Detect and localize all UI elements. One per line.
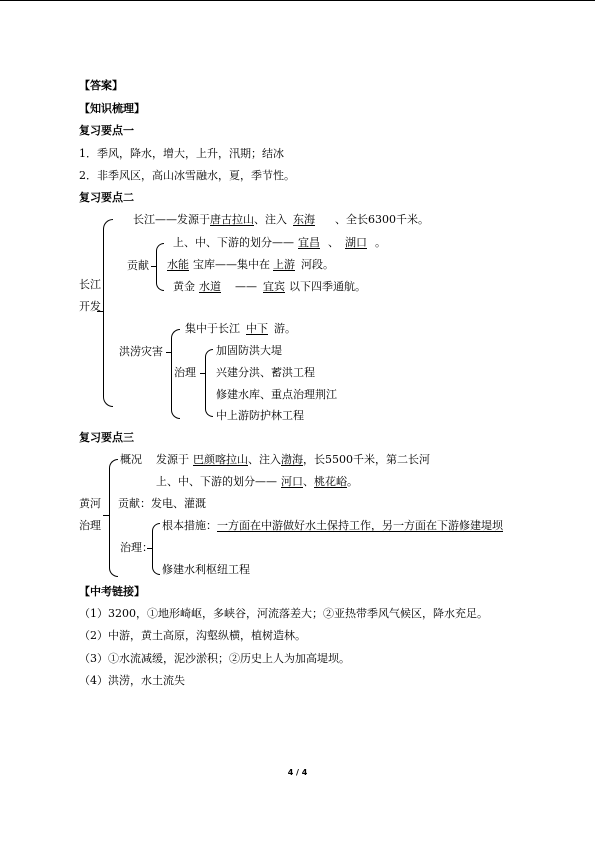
exam-line-2: （2）中游，黄土高原，沟壑纵横，植树造林。 (79, 629, 306, 642)
answer-heading: 【答案】 (79, 79, 123, 92)
changjiang-root-2: 开发 (79, 300, 101, 313)
hub-project: 修建水利枢纽工程 (162, 563, 250, 576)
point1-line1: 1．季风，降水，增大，上升，汛期；结冰 (79, 147, 284, 160)
contrib-label: 贡献 (127, 259, 149, 272)
huanghe-division-line: 上、中、下游的划分—— 河口、桃花峪。 (156, 475, 358, 488)
exam-line-3: （3）①水流减缓，泥沙淤积；②历史上人为加高堤坝。 (79, 652, 350, 665)
point2-title: 复习要点二 (79, 191, 134, 204)
changjiang-division-line: 上、中、下游的划分—— 宜昌 、 湖口 。 (173, 236, 386, 249)
gov-item-3: 修建水库、重点治理荆江 (216, 388, 337, 401)
exam-line-1: （1）3200，①地形崎岖，多峡谷，河流落差大；②亚热带季风气候区，降水充足。 (79, 607, 488, 620)
brace-gov (205, 349, 213, 417)
golden-waterway-line: 黄金 水道 —— 宜宾 以下四季通航。 (173, 280, 366, 293)
exam-heading: 【中考链接】 (79, 585, 145, 598)
hydropower-line: 水能 宝库——集中在 上游 河段。 (167, 258, 334, 271)
top-rule (0, 0, 595, 1)
brace-huanghe (109, 459, 118, 577)
brace-nub (103, 515, 109, 516)
overview-label: 概况 (120, 453, 142, 466)
brace-nub (200, 373, 206, 374)
point3-title: 复习要点三 (79, 431, 134, 444)
gov-item-4: 中上游防护林工程 (216, 409, 304, 422)
huanghe-contrib: 贡献：发电、灌溉 (118, 497, 206, 510)
root-measure-line: 根本措施：一方面在中游做好水土保持工作，另一方面在下游修建堤坝 (162, 519, 503, 532)
exam-line-4: （4）洪涝，水土流失 (79, 674, 185, 687)
point1-line2: 2．非季风区，高山冰雪融水，夏，季节性。 (79, 169, 295, 182)
gov-item-2: 兴建分洪、蓄洪工程 (216, 366, 315, 379)
brace-contrib (156, 243, 164, 291)
huanghe-gov-label: 治理： (120, 541, 153, 554)
gov-item-1: 加固防洪大堤 (216, 344, 282, 357)
gov-label: 治理 (174, 366, 196, 379)
flood-concentration-line: 集中于长江 中下 游。 (185, 322, 296, 335)
changjiang-root-1: 长江 (79, 278, 101, 291)
brace-huanghe-gov (152, 523, 160, 575)
brace-nub (151, 266, 157, 267)
huanghe-root-2: 治理 (79, 519, 101, 532)
huanghe-source-line: 发源于 巴颜喀拉山、注入渤海，长5500千米，第二长河 (156, 453, 430, 466)
flood-label: 洪涝灾害 (119, 345, 163, 358)
brace-nub (166, 352, 172, 353)
huanghe-root-1: 黄河 (79, 497, 101, 510)
page-number: 4 / 4 (287, 768, 308, 777)
brace-changjiang (103, 219, 113, 407)
review-heading: 【知识梳理】 (79, 102, 145, 115)
point1-title: 复习要点一 (79, 124, 134, 137)
changjiang-source-line: 长江——发源于唐古拉山、注入 东海 、全长6300千米。 (133, 213, 429, 226)
brace-nub (147, 548, 153, 549)
